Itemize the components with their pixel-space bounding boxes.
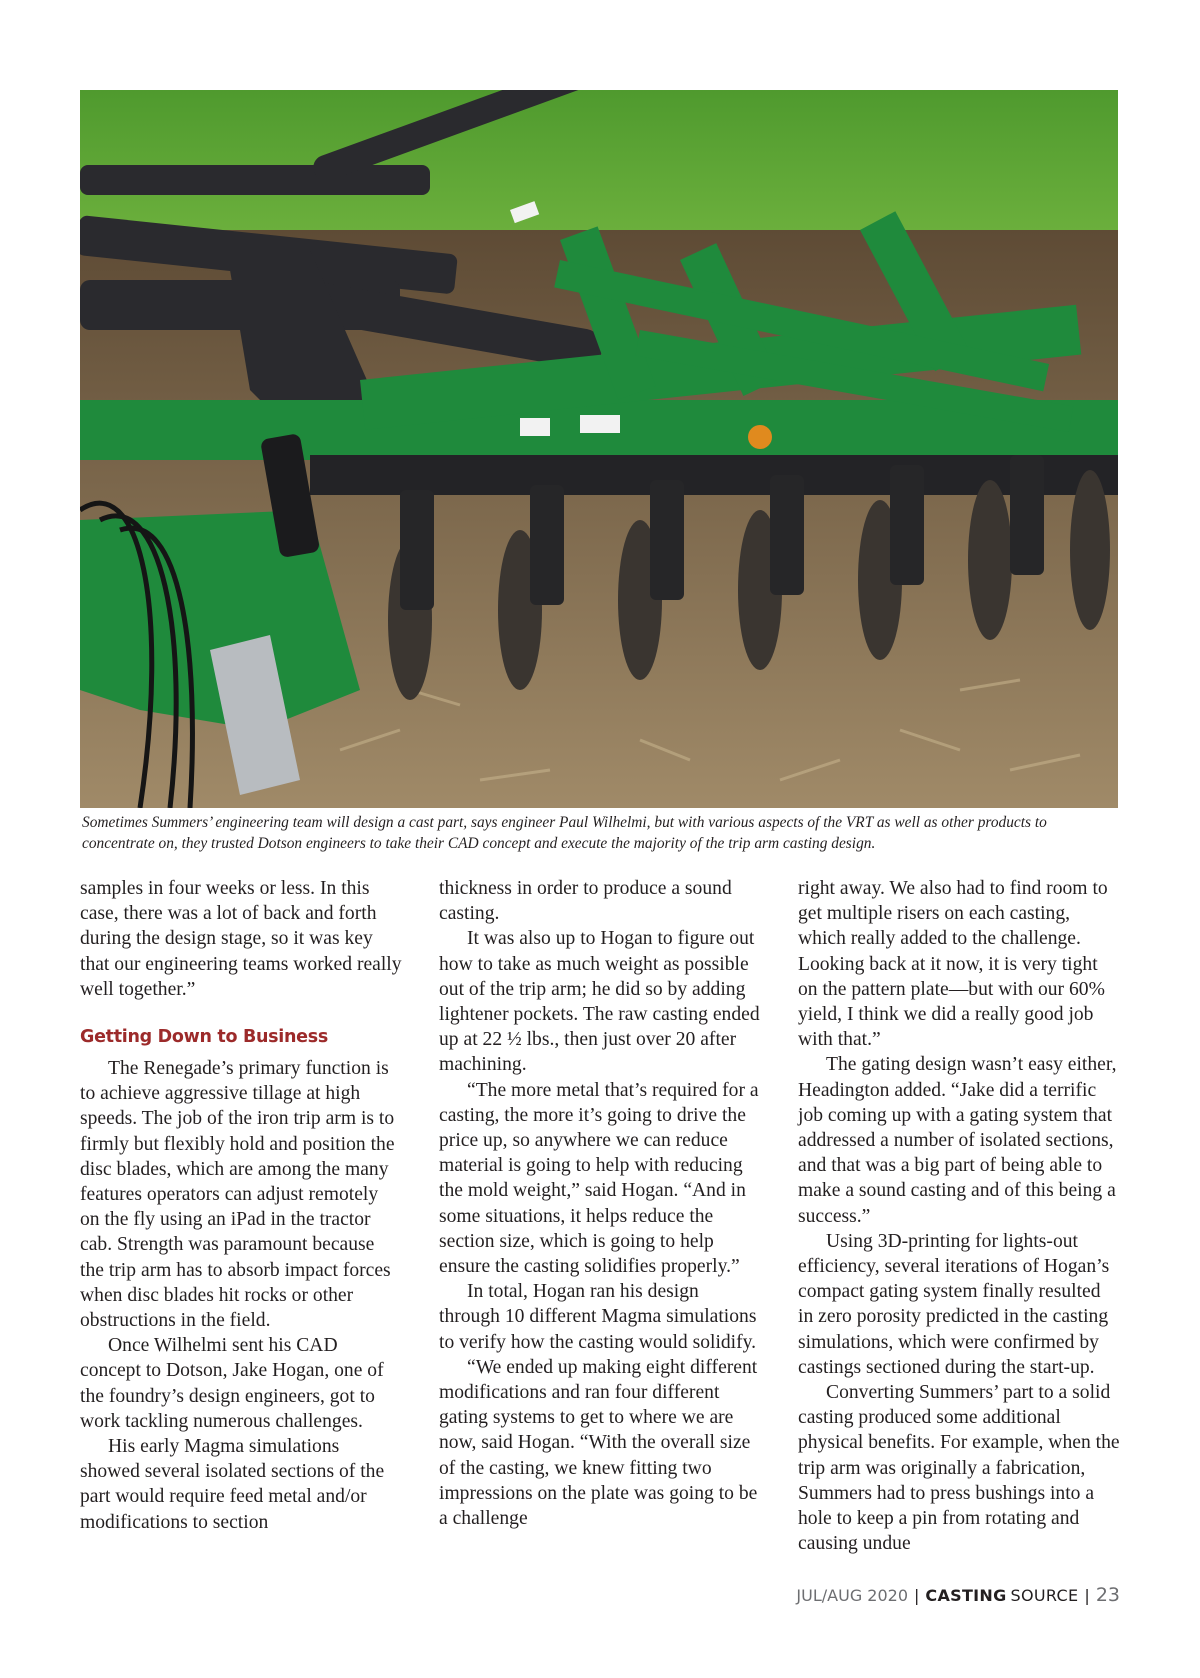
article-column-3 (798, 876, 1120, 1556)
photo-caption: Sometimes Summers’ engineering team will design a cast part, says engineer Paul Wilhelmi, but with various aspects of the VRT as well as other products to concentrate on, they trusted Dotson engineers to take their CAD concept and execute the majority of the trip arm casting design. (82, 814, 1047, 852)
tillage-equipment-illustration (80, 90, 1118, 808)
paragraph: right away. We also had to find room to get multiple risers on each casting, which really added to the challenge. Looking back at it now, it is very tight on the pattern plate—but with our 60% yield, I think we did a really good job with that.” (798, 878, 1108, 1051)
footer-separator: | (914, 1585, 920, 1605)
paragraph: “We ended up making eight different modifications and ran four different gating systems to get to where we are now, said Hogan. “With the overall size of the casting, we knew fitting two impressions on the plate was going to be a challenge (439, 1356, 758, 1530)
paragraph: Using 3D-printing for lights-out efficiency, several iterations of Hogan’s compact gating system finally resulted in zero porosity predicted in the casting simulations, which were confirmed by castings sectioned during the start-up. (798, 1230, 1110, 1378)
paragraph: samples in four weeks or less. In this case, there was a lot of back and forth during the design stage, so it was key that our engineering teams worked really well together.” (80, 878, 402, 1000)
paragraph: thickness in order to produce a sound casting. (439, 878, 732, 925)
paragraph: Once Wilhelmi sent his CAD concept to Dotson, Jake Hogan, one of the foundry’s design engineers, got to work tackling numerous challenges. (80, 1335, 384, 1432)
magazine-name-rest: SOURCE (1010, 1585, 1079, 1605)
article-column-2 (439, 876, 761, 1531)
article-photo (80, 90, 1118, 808)
magazine-name-bold: CASTING (925, 1585, 1007, 1605)
paragraph: The Renegade’s primary function is to achieve aggressive tillage at high speeds. The job of the iron trip arm is to firmly but flexibly hold and position the disc blades, which are among the many features operators can adjust remotely on the fly using an iPad in the tractor cab. Strength was paramount because the trip arm has to absorb impact forces when disc blades hit rocks or other obstructions in the field. (80, 1058, 395, 1332)
article-column-1 (80, 876, 402, 1535)
paragraph: In total, Hogan ran his design through 10 different Magma simulations to verify how the casting would solidify. (439, 1281, 757, 1353)
page-number: 23 (1095, 1584, 1120, 1606)
paragraph: The gating design wasn’t easy either, Headington added. “Jake did a terrific job coming up with a gating system that addressed a number of isolated sections, and that was a big part of being able to make a sound casting and of this being a success.” (798, 1054, 1117, 1227)
paragraph: It was also up to Hogan to figure out how to take as much weight as possible out of the trip arm; he did so by adding lightener pockets. The raw casting ended up at 22 ½ lbs., then just over 20 after machining. (439, 928, 760, 1076)
page-footer (796, 1584, 1120, 1606)
section-heading: Getting Down to Business (80, 1027, 328, 1048)
footer-separator: | (1084, 1585, 1090, 1605)
paragraph: Converting Summers’ part to a solid casting produced some additional physical benefits. For example, when the trip arm was originally a fabrication, Summers had to press bushings into a hole to keep a pin from rotating and causing undue (798, 1382, 1120, 1555)
paragraph: “The more metal that’s required for a casting, the more it’s going to drive the price up, so anywhere we can reduce material is going to help with reducing the mold weight,” said Hogan. “And in some situations, it helps reduce the section size, which is going to help ensure the casting solidifies properly.” (439, 1079, 759, 1278)
paragraph: His early Magma simulations showed several isolated sections of the part would require feed metal and/or modifications to section (80, 1436, 385, 1533)
issue-date: JUL/AUG 2020 (796, 1585, 909, 1605)
